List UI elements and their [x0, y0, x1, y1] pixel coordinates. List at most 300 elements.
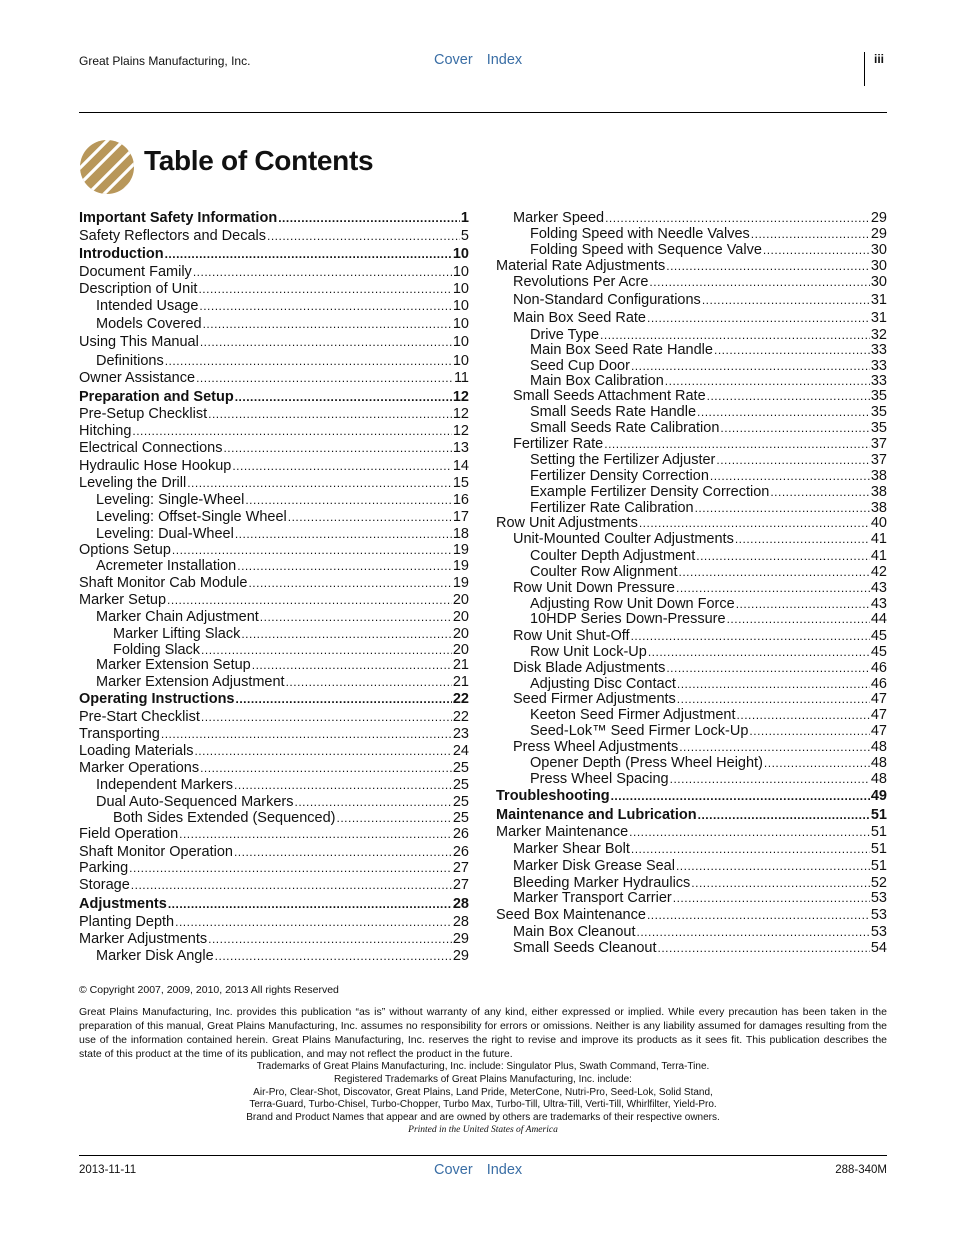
toc-entry-page: 12 — [452, 406, 469, 422]
toc-entry-page: 24 — [452, 743, 469, 759]
toc-leader-dots — [647, 907, 870, 924]
toc-leader-dots — [697, 404, 870, 421]
toc-entry-page: 51 — [870, 858, 887, 874]
toc-entry-title: Small Seeds Attachment Rate — [513, 388, 706, 404]
toc-leader-dots — [199, 298, 451, 315]
toc-entry[interactable] — [496, 515, 887, 532]
toc-entry-page: 38 — [870, 468, 887, 484]
toc-entry-title: Row Unit Adjustments — [496, 515, 638, 531]
toc-entry-title: Small Seeds Rate Handle — [530, 404, 697, 420]
toc-entry-title: Marker Speed — [513, 210, 605, 226]
toc-entry-title: Revolutions Per Acre — [513, 274, 649, 290]
toc-entry[interactable] — [79, 246, 469, 263]
toc-entry-title: Pre-Start Checklist — [79, 709, 200, 725]
toc-leader-dots — [710, 468, 870, 485]
toc-entry-title: Marker Lifting Slack — [113, 626, 241, 642]
toc-entry[interactable] — [96, 526, 469, 543]
toc-entry-page: 25 — [452, 810, 469, 826]
toc-entry-page: 22 — [452, 709, 469, 725]
toc-entry-page: 11 — [453, 370, 469, 386]
toc-entry-page: 28 — [452, 896, 469, 912]
toc-entry-page: 53 — [870, 907, 887, 923]
toc-leader-dots — [260, 609, 452, 626]
toc-entry[interactable] — [79, 228, 469, 245]
toc-entry-title: Marker Adjustments — [79, 931, 208, 947]
toc-entry[interactable] — [79, 210, 469, 227]
toc-entry-title: Independent Markers — [96, 777, 234, 793]
toc-entry[interactable] — [513, 310, 887, 327]
toc-entry-title: Important Safety Information — [79, 210, 278, 226]
toc-leader-dots — [763, 242, 870, 259]
index-link[interactable]: Index — [486, 52, 523, 68]
toc-entry[interactable] — [496, 258, 887, 275]
toc-leader-dots — [187, 475, 452, 492]
toc-entry-title: Shaft Monitor Operation — [79, 844, 233, 860]
toc-entry[interactable] — [79, 389, 469, 406]
toc-entry-page: 35 — [870, 420, 887, 436]
toc-entry-page: 42 — [870, 564, 887, 580]
toc-entry-page: 29 — [452, 948, 469, 964]
toc-leader-dots — [129, 860, 452, 877]
copyright: © Copyright 2007, 2009, 2010, 2013 All rights Reserved — [79, 984, 339, 996]
toc-entry[interactable] — [530, 342, 887, 359]
toc-entry-title: Main Box Calibration — [530, 373, 664, 389]
page-number: iii — [874, 52, 885, 66]
toc-entry-title: Introduction — [79, 246, 164, 262]
toc-entry-page: 49 — [870, 788, 887, 804]
toc-leader-dots — [208, 931, 452, 948]
toc-entry-page: 20 — [452, 642, 469, 658]
toc-entry[interactable] — [513, 274, 887, 291]
toc-leader-dots — [676, 858, 870, 875]
toc-leader-dots — [193, 264, 452, 281]
toc-entry[interactable] — [513, 628, 887, 645]
toc-entry-page: 12 — [452, 389, 469, 405]
toc-entry[interactable] — [79, 826, 469, 843]
toc-entry-title: Loading Materials — [79, 743, 194, 759]
toc-entry-title: Operating Instructions — [79, 691, 235, 707]
toc-entry-title: Definitions — [96, 353, 164, 369]
cover-link[interactable]: Cover — [434, 52, 473, 68]
toc-entry-page: 12 — [452, 423, 469, 439]
toc-entry[interactable] — [79, 860, 469, 877]
toc-entry[interactable] — [513, 580, 887, 597]
toc-entry[interactable] — [496, 824, 887, 841]
toc-entry[interactable] — [96, 609, 469, 626]
toc-entry-title: Opener Depth (Press Wheel Height) — [530, 755, 763, 771]
footer-nav — [434, 1162, 536, 1178]
toc-entry-title: Main Box Seed Rate Handle — [530, 342, 713, 358]
toc-entry[interactable] — [530, 404, 887, 421]
header-nav — [434, 52, 536, 68]
toc-entry-page: 45 — [870, 628, 887, 644]
toc-entry-page: 33 — [870, 358, 887, 374]
toc-entry-page: 23 — [452, 726, 469, 742]
toc-entry-title: 10HDP Series Down-Pressure — [530, 611, 726, 627]
toc-entry[interactable] — [79, 542, 469, 559]
toc-leader-dots — [702, 292, 870, 309]
toc-entry-title: Press Wheel Spacing — [530, 771, 669, 787]
toc-entry-title: Setting the Fertilizer Adjuster — [530, 452, 716, 468]
toc-entry[interactable] — [530, 755, 887, 772]
toc-entry-page: 29 — [870, 226, 887, 242]
toc-leader-dots — [294, 794, 451, 811]
toc-leader-dots — [698, 807, 870, 824]
toc-leader-dots — [749, 723, 869, 740]
toc-leader-dots — [716, 452, 869, 469]
toc-entry-page: 10 — [452, 334, 469, 350]
toc-entry[interactable] — [530, 548, 887, 565]
toc-entry-page: 10 — [452, 246, 469, 262]
toc-entry[interactable] — [96, 794, 469, 811]
toc-leader-dots — [131, 877, 452, 894]
toc-entry-page: 35 — [870, 404, 887, 420]
toc-entry-page: 16 — [452, 492, 469, 508]
toc-entry[interactable] — [513, 890, 887, 907]
toc-leader-dots — [611, 788, 870, 805]
toc-entry-title: Folding Speed with Needle Valves — [530, 226, 750, 242]
toc-entry-page: 33 — [870, 342, 887, 358]
toc-entry-title: Hydraulic Hose Hookup — [79, 458, 232, 474]
toc-entry-page: 40 — [870, 515, 887, 531]
toc-entry[interactable] — [530, 468, 887, 485]
footer-date: 2013-11-11 — [79, 1164, 137, 1176]
toc-leader-dots — [676, 580, 870, 597]
toc-entry[interactable] — [513, 531, 887, 548]
toc-entry-title: Marker Disk Grease Seal — [513, 858, 675, 874]
toc-entry[interactable] — [96, 509, 469, 526]
toc-entry-page: 29 — [870, 210, 887, 226]
toc-leader-dots — [604, 436, 870, 453]
toc-entry[interactable] — [96, 657, 469, 674]
trademark-line: Brand and Product Names that appear and are owned by others are trademarks of their respective owners. — [246, 1112, 720, 1123]
toc-leader-dots — [252, 657, 452, 674]
toc-entry[interactable] — [530, 226, 887, 243]
toc-entry-page: 47 — [870, 691, 887, 707]
toc-entry-page: 25 — [452, 760, 469, 776]
toc-entry-page: 22 — [452, 691, 469, 707]
toc-entry-page: 47 — [870, 723, 887, 739]
toc-entry-page: 32 — [870, 327, 887, 343]
toc-entry-title: Small Seeds Cleanout — [513, 940, 657, 956]
toc-leader-dots — [167, 592, 452, 609]
toc-entry-page: 31 — [870, 292, 887, 308]
toc-entry-title: Coulter Row Alignment — [530, 564, 678, 580]
toc-leader-dots — [677, 691, 870, 708]
cover-link[interactable]: Cover — [434, 1162, 473, 1178]
footer-doc-code: 288-340M — [835, 1164, 887, 1176]
toc-leader-dots — [161, 726, 452, 743]
toc-entry[interactable] — [530, 242, 887, 259]
toc-entry[interactable] — [79, 896, 469, 913]
toc-entry[interactable] — [79, 760, 469, 777]
toc-entry-title: Marker Chain Adjustment — [96, 609, 259, 625]
toc-leader-dots — [647, 310, 870, 327]
toc-entry[interactable] — [79, 726, 469, 743]
toc-entry[interactable] — [530, 564, 887, 581]
toc-entry[interactable] — [530, 707, 887, 724]
toc-entry[interactable] — [79, 575, 469, 592]
toc-entry-page: 38 — [870, 500, 887, 516]
toc-entry-page: 10 — [452, 264, 469, 280]
toc-leader-dots — [631, 628, 870, 645]
toc-entry[interactable] — [79, 264, 469, 281]
trademark-line: Registered Trademarks of Great Plains Manufacturing, Inc. include: — [334, 1074, 632, 1085]
toc-leader-dots — [727, 611, 870, 628]
toc-leader-dots — [707, 388, 870, 405]
toc-entry-page: 19 — [452, 575, 469, 591]
toc-entry-page: 48 — [870, 771, 887, 787]
toc-leader-dots — [336, 810, 451, 827]
toc-entry-title: Folding Slack — [113, 642, 201, 658]
toc-entry-page: 28 — [452, 914, 469, 930]
toc-entry-page: 51 — [870, 841, 887, 857]
toc-entry-title: Planting Depth — [79, 914, 175, 930]
toc-entry[interactable] — [513, 210, 887, 227]
toc-leader-dots — [223, 440, 451, 457]
toc-leader-dots — [770, 484, 870, 501]
toc-entry[interactable] — [79, 877, 469, 894]
toc-entry[interactable] — [530, 484, 887, 501]
toc-entry[interactable] — [96, 948, 469, 965]
toc-entry-title: Pre-Setup Checklist — [79, 406, 208, 422]
toc-leader-dots — [631, 841, 870, 858]
toc-entry-title: Owner Assistance — [79, 370, 196, 386]
toc-entry[interactable] — [79, 709, 469, 726]
toc-entry-title: Safety Reflectors and Decals — [79, 228, 266, 244]
toc-entry[interactable] — [96, 298, 469, 315]
toc-entry-title: Transporting — [79, 726, 160, 742]
toc-entry-title: Adjusting Disc Contact — [530, 676, 676, 692]
toc-entry-title: Dual Auto-Sequenced Markers — [96, 794, 294, 810]
toc-entry[interactable] — [530, 420, 887, 437]
toc-entry-page: 19 — [452, 558, 469, 574]
toc-entry[interactable] — [79, 592, 469, 609]
toc-entry[interactable] — [530, 611, 887, 628]
toc-entry-title: Marker Setup — [79, 592, 167, 608]
toc-entry[interactable] — [79, 475, 469, 492]
toc-entry-title: Coulter Depth Adjustment — [530, 548, 696, 564]
toc-entry-page: 47 — [870, 707, 887, 723]
toc-leader-dots — [248, 575, 451, 592]
toc-entry-title: Seed Box Maintenance — [496, 907, 646, 923]
toc-leader-dots — [288, 509, 452, 526]
toc-entry-page: 26 — [452, 844, 469, 860]
toc-entry-page: 30 — [870, 258, 887, 274]
toc-leader-dots — [679, 739, 870, 756]
toc-entry-title: Marker Transport Carrier — [513, 890, 672, 906]
toc-entry[interactable] — [113, 810, 469, 827]
toc-entry-title: Intended Usage — [96, 298, 199, 314]
toc-entry-title: Adjustments — [79, 896, 167, 912]
toc-entry[interactable] — [79, 844, 469, 861]
toc-entry[interactable] — [513, 739, 887, 756]
toc-entry-page: 53 — [870, 890, 887, 906]
toc-entry-page: 54 — [870, 940, 887, 956]
toc-leader-dots — [235, 526, 452, 543]
toc-leader-dots — [200, 760, 452, 777]
toc-entry[interactable] — [513, 940, 887, 957]
toc-leader-dots — [208, 406, 452, 423]
toc-entry[interactable] — [79, 458, 469, 475]
toc-entry-title: Disk Blade Adjustments — [513, 660, 666, 676]
toc-entry-page: 33 — [870, 373, 887, 389]
toc-entry-title: Fertilizer Rate Calibration — [530, 500, 694, 516]
toc-entry-title: Shaft Monitor Cab Module — [79, 575, 248, 591]
toc-leader-dots — [666, 660, 870, 677]
toc-entry[interactable] — [513, 388, 887, 405]
toc-entry-page: 30 — [870, 274, 887, 290]
toc-entry-page: 17 — [452, 509, 469, 525]
toc-entry-title: Marker Shear Bolt — [513, 841, 630, 857]
toc-leader-dots — [236, 691, 452, 708]
toc-entry-page: 10 — [452, 353, 469, 369]
toc-entry[interactable] — [79, 370, 469, 387]
toc-entry-title: Leveling: Offset-Single Wheel — [96, 509, 287, 525]
toc-entry-title: Press Wheel Adjustments — [513, 739, 679, 755]
toc-leader-dots — [737, 707, 870, 724]
toc-entry-title: Fertilizer Density Correction — [530, 468, 709, 484]
toc-entry[interactable] — [496, 907, 887, 924]
toc-leader-dots — [673, 890, 870, 907]
toc-entry-page: 20 — [452, 592, 469, 608]
toc-entry[interactable] — [530, 644, 887, 661]
toc-entry[interactable] — [96, 316, 469, 333]
toc-leader-dots — [637, 924, 870, 941]
toc-entry-title: Fertilizer Rate — [513, 436, 604, 452]
toc-entry-page: 1 — [460, 210, 469, 226]
toc-leader-dots — [165, 353, 452, 370]
toc-entry[interactable] — [513, 436, 887, 453]
toc-leader-dots — [278, 210, 460, 227]
toc-entry[interactable] — [530, 771, 887, 788]
toc-entry-title: Folding Speed with Sequence Valve — [530, 242, 762, 258]
toc-entry-page: 10 — [452, 316, 469, 332]
toc-entry[interactable] — [496, 807, 887, 824]
toc-entry-page: 20 — [452, 626, 469, 642]
footer-rule — [79, 1155, 887, 1156]
toc-entry[interactable] — [79, 440, 469, 457]
toc-entry-title: Marker Operations — [79, 760, 200, 776]
toc-entry[interactable] — [530, 723, 887, 740]
toc-entry-page: 48 — [870, 755, 887, 771]
toc-leader-dots — [670, 771, 870, 788]
toc-leader-dots — [639, 515, 870, 532]
toc-leader-dots — [720, 420, 869, 437]
toc-entry-title: Options Setup — [79, 542, 171, 558]
toc-leader-dots — [714, 342, 870, 359]
toc-entry-title: Storage — [79, 877, 130, 893]
toc-entry[interactable] — [79, 691, 469, 708]
index-link[interactable]: Index — [486, 1162, 523, 1178]
toc-entry-page: 20 — [452, 609, 469, 625]
toc-entry-page: 30 — [870, 242, 887, 258]
toc-entry-page: 27 — [452, 860, 469, 876]
toc-entry[interactable] — [113, 626, 469, 643]
toc-entry-page: 41 — [870, 548, 887, 564]
toc-entry-title: Example Fertilizer Density Correction — [530, 484, 770, 500]
toc-entry[interactable] — [513, 660, 887, 677]
toc-entry[interactable] — [513, 924, 887, 941]
toc-entry-title: Using This Manual — [79, 334, 199, 350]
toc-entry-page: 53 — [870, 924, 887, 940]
toc-entry[interactable] — [79, 406, 469, 423]
toc-entry-title: Row Unit Down Pressure — [513, 580, 675, 596]
toc-entry[interactable] — [79, 914, 469, 931]
toc-leader-dots — [649, 274, 869, 291]
trademark-line: Trademarks of Great Plains Manufacturing, Inc. include: Singulator Plus, Swath Command, Terra-Tine. — [256, 1061, 710, 1072]
toc-entry-title: Parking — [79, 860, 129, 876]
toc-entry-page: 48 — [870, 739, 887, 755]
toc-entry-page: 51 — [870, 807, 887, 823]
toc-leader-dots — [175, 914, 452, 931]
toc-entry[interactable] — [79, 423, 469, 440]
toc-entry[interactable] — [96, 492, 469, 509]
toc-leader-dots — [666, 258, 870, 275]
toc-entry[interactable] — [79, 281, 469, 298]
toc-entry-title: Small Seeds Rate Calibration — [530, 420, 720, 436]
toc-entry-page: 21 — [452, 657, 469, 673]
header-rule — [79, 112, 887, 113]
toc-entry[interactable] — [96, 353, 469, 370]
toc-entry[interactable] — [79, 334, 469, 351]
toc-entry-page: 5 — [460, 228, 469, 244]
toc-entry[interactable] — [530, 452, 887, 469]
toc-entry[interactable] — [513, 691, 887, 708]
toc-entry[interactable] — [96, 777, 469, 794]
toc-leader-dots — [234, 777, 452, 794]
toc-entry-title: Seed-Lok™ Seed Firmer Lock-Up — [530, 723, 749, 739]
toc-entry[interactable] — [513, 292, 887, 309]
toc-entry-title: Maintenance and Lubrication — [496, 807, 697, 823]
toc-entry-title: Document Family — [79, 264, 192, 280]
toc-entry[interactable] — [513, 841, 887, 858]
toc-leader-dots — [751, 226, 870, 243]
toc-entry[interactable] — [496, 788, 887, 805]
toc-entry-title: Drive Type — [530, 327, 600, 343]
toc-entry-page: 46 — [870, 660, 887, 676]
toc-leader-dots — [648, 644, 870, 661]
toc-leader-dots — [657, 940, 869, 957]
toc-entry-page: 25 — [452, 777, 469, 793]
toc-entry-title: Leveling the Drill — [79, 475, 187, 491]
toc-leader-dots — [237, 558, 452, 575]
toc-entry[interactable] — [79, 931, 469, 948]
toc-leader-dots — [235, 389, 452, 406]
toc-entry[interactable] — [96, 674, 469, 691]
page-number-divider — [864, 52, 865, 86]
toc-leader-dots — [194, 743, 451, 760]
toc-entry-page: 43 — [870, 596, 887, 612]
toc-entry[interactable] — [513, 858, 887, 875]
toc-entry-title: Both Sides Extended (Sequenced) — [113, 810, 336, 826]
toc-leader-dots — [696, 548, 870, 565]
toc-entry-page: 31 — [870, 310, 887, 326]
toc-entry-title: Keeton Seed Firmer Adjustment — [530, 707, 736, 723]
disclaimer: Great Plains Manufacturing, Inc. provides this publication “as is” without warranty of any kind, either expressed or implied. While every precaution has been taken in the preparation of this manual, Great Plains Manufacturing, Inc. assumes no responsibility for errors or omissions. Neither is any liability assumed for damages resulting from the use of the information contained herein. Great Plains Manufacturing, Inc. reserves the right to revise and improve its products as it sees fit. This publication describes the state of this product at the time of its publication, and may not reflect the product in the future. — [79, 1006, 887, 1060]
toc-leader-dots — [196, 370, 453, 387]
toc-entry-title: Main Box Cleanout — [513, 924, 636, 940]
toc-entry[interactable] — [96, 558, 469, 575]
toc-entry[interactable] — [79, 743, 469, 760]
toc-entry-page: 27 — [452, 877, 469, 893]
toc-leader-dots — [172, 542, 452, 559]
toc-leader-dots — [215, 948, 452, 965]
toc-entry-title: Adjusting Row Unit Down Force — [530, 596, 735, 612]
toc-entry-page: 46 — [870, 676, 887, 692]
toc-entry-page: 10 — [452, 298, 469, 314]
toc-entry-page: 45 — [870, 644, 887, 660]
